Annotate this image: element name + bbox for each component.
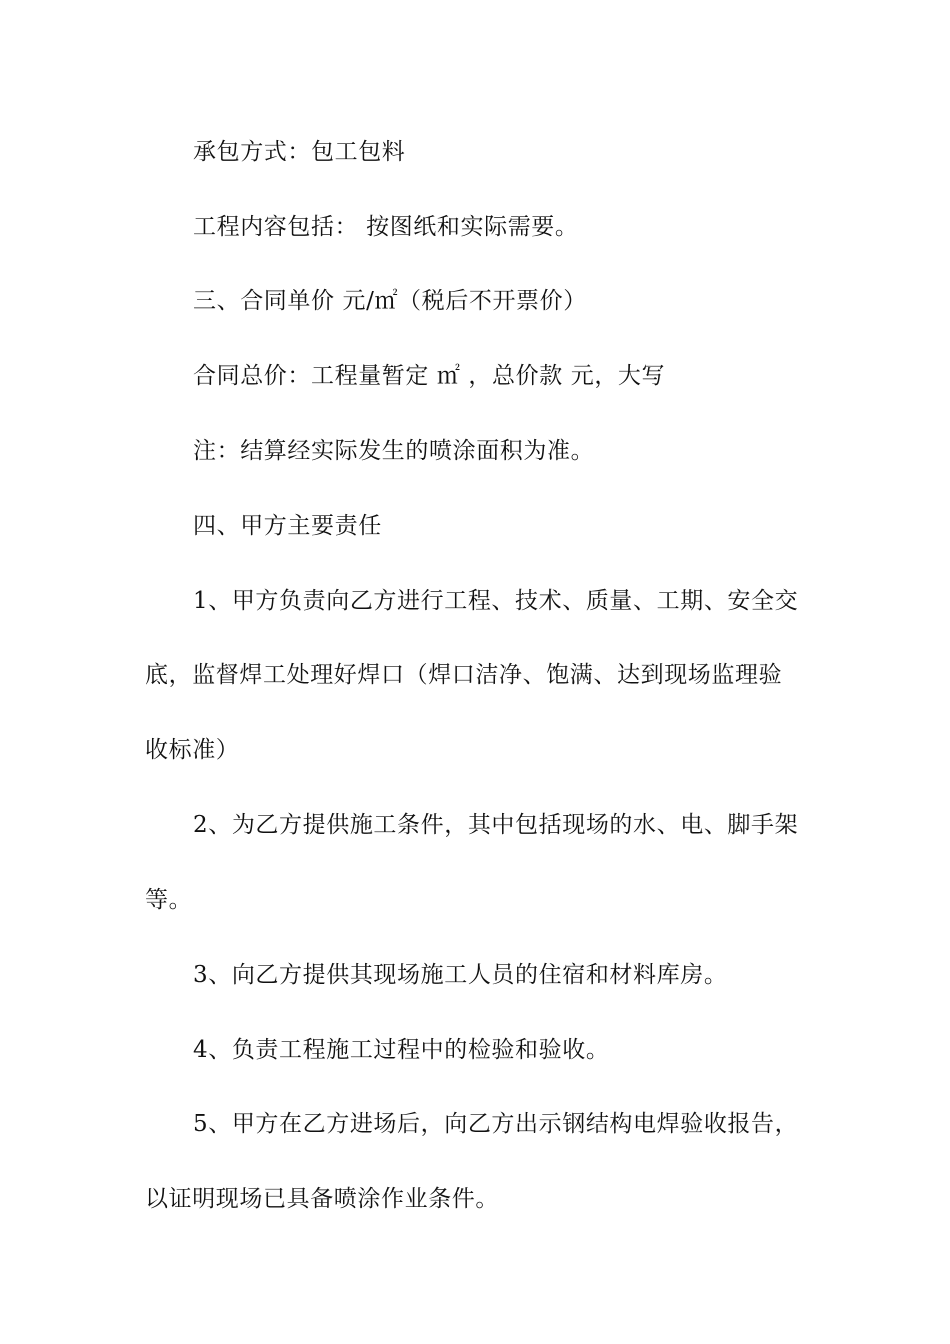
contract-mode-line: 承包方式：包工包料: [193, 139, 406, 165]
clause-2-line-1: 2、为乙方提供施工条件，其中包括现场的水、电、脚手架: [193, 812, 799, 838]
clause-1-line-2: 底，监督焊工处理好焊口（焊口洁净、饱满、达到现场监理验: [145, 662, 783, 688]
clause-5-line-2: 以证明现场已具备喷涂作业条件。: [145, 1186, 499, 1212]
clause-3-line: 3、向乙方提供其现场施工人员的住宿和材料库房。: [193, 962, 728, 988]
total-price-line: 合同总价：工程量暂定 ㎡ ，总价款 元，大写: [193, 363, 666, 389]
clause-1-line-3: 收标准）: [145, 737, 240, 763]
party-a-responsibility-heading: 四、甲方主要责任: [193, 513, 382, 539]
clause-2-line-2: 等。: [145, 887, 193, 913]
clause-5-line-1: 5、甲方在乙方进场后，向乙方出示钢结构电焊验收报告，: [193, 1111, 799, 1137]
settlement-note-line: 注：结算经实际发生的喷涂面积为准。: [193, 438, 595, 464]
clause-1-line-1: 1、甲方负责向乙方进行工程、技术、质量、工期、安全交: [193, 588, 799, 614]
unit-price-heading: 三、合同单价 元/㎡（税后不开票价）: [193, 288, 587, 314]
clause-4-line: 4、负责工程施工过程中的检验和验收。: [193, 1037, 610, 1063]
project-content-line: 工程内容包括： 按图纸和实际需要。: [193, 214, 579, 240]
